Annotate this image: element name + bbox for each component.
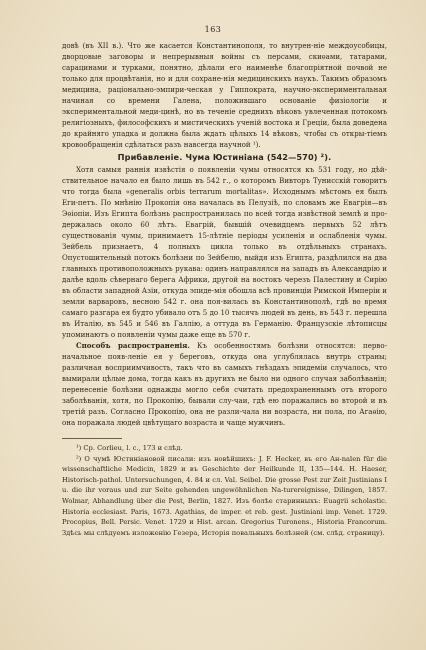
- paragraph-plague-history: Хотя самыя раннія извѣстія о появленіи чумы относятся къ 531 году, но дѣй-ствительное начало ея было лишь въ 542 г., о которомъ Вивторъ Тунисскій говоритъ что тогда была «generalis orbis terrarum mortalitas». Исходнымъ мѣстомъ ея былъ Еги-петъ. По мнѣнію Прокопія она началась въ Пелузіѣ, по словамъ же Евагрія—въ Эѳіопіи. Изъ Египта болѣзнь распространилась по всей тогда извѣстной землѣ и про-держалась около 60 лѣтъ. Евагрій, бывшій очевидцемъ первыхъ 52 лѣтъ существованія чумы, принимаетъ 15-лѣтніе періоды усиленія и ослабленія чумы. Зейбель признаетъ, 4 полныхъ цикла только въ отдѣльныхъ странахъ. Опустошительный потокъ болѣзни по Зейбелю, выйдя изъ Египта, раздѣлился на два главныхъ противоположныхъ рукава: одинъ направлялся на западъ въ Александрію и далѣе вдоль сѣвернаго берега Африки, другой на востокъ черезъ Палестину и Сирію въ области западной Азіи, откуда эпиде-мія обошла всѣ провинціи Римской Имперіи и земли варваровъ, весною 542 г. она поя-вилась въ Константинополѣ, гдѣ во время самаго разгара ея будто убивало отъ 5 до 10 тысячъ людей въ день, въ 543 г. перешла въ Италію, въ 545 и 546 въ Галлію, а оттуда въ Германію. Французскіе лѣтописцы упоминаютъ о появленіи чумы даже еще въ 570 г.: [62, 165, 388, 339]
- paragraph-intro: довѣ (въ XII в.). Что же касается Константинополя, то внутрен-ніе междоусобицы, дворцовые заговоры и непрерывныя войны съ персами, скиѳами, татарами, сарацинами и турками, понятно, дѣлали его наименѣе благопріятной почвой не только для процвѣтанія, но и для сохране-нія медицинскихъ наукъ. Такимъ образомъ медицина, раціонально-эмпири-ческая у Гиппократа, научно-экспериментальная начиная со времени Галена, положившаго основаніе физіологіи и экспериментальной меди-цинѣ, но въ теченіе среднихъ вѣковъ увлеченная потокомъ религіозныхъ, философскихъ и мистическихъ ученій востока и Греціи, была доведена до крайняго упадка и должна была ждать цѣлыхъ 14 вѣковъ, чтобы съ откры-тіемъ кровообращенія сдѣлаться разъ навсегда научной ¹).: [62, 41, 387, 149]
- footnote-2: ²) О чумѣ Юстиніановой писали: изъ новѣйшихъ: J. F. Hecker, въ его Ан-nalen für die wissenschaftliche Medicin, 1829 и въ Geschichte der Heilkunde II, 135—144. H. Haeser, Historisch-pathol. Untersuchungen, 4. 84 и сл. Val. Seibel. Die grosse Pest zur Zeit Justinians I u. die ihr voraus und zur Seite gehenden ungewöhnlichen Na-turereignisse, Dilingen, 1857. Wolmar, Abhandlung über die Pest, Berlin, 1827. Изъ болѣе старинныхъ: Euagrii scholastic. Historia ecclesiast. Paris, 1673. Agathias, de imper. et reb. gest. Justiniani imp. Venet. 1729. Procopius, Bell. Persic. Venet. 1729 и Hist. arcan. Gregorius Turonens., Historia Francorum. Здѣсь мы слѣдуемъ изложенію Гезера, Исторія повальныхъ болѣзней (см. слѣд. страницу).: [62, 454, 387, 537]
- spread-text: Къ особенностямъ болѣзни относятся: перво-начальное появ-леніе ея у береговъ, откуда она углублялась внутрь страны; различная восприимчивость, такъ что въ самыхъ гнѣздахъ эпидеміи случалось, что вымирали цѣлые дома, тогда какъ въ другихъ не было ни одного случая заболѣванія; перенесеніе болѣзни однажды могло себя считать предохраненнымъ отъ второго заболѣванія, хотя, по Прокопію, бывали слу-чаи, гдѣ ею поражались во второй и въ третій разъ. Согласно Прокопію, она не разли-чала ни возраста, ни пола, по Агаѳію, она поражала людей цвѣтущаго возраста и чаще мужчинъ.: [62, 341, 387, 427]
- page-number: 163: [204, 25, 222, 34]
- section-heading: Прибавленіе. Чума Юстиніана (542—570) ²).: [117, 152, 332, 162]
- page-body: [62, 40, 387, 538]
- spread-lead: Способъ распространенія.: [76, 341, 190, 350]
- footnote-1: ¹) Ср. Corlieu, l. c., 173 и слѣд.: [76, 444, 183, 452]
- footnotes: [62, 443, 387, 538]
- footnote-separator: [62, 438, 122, 439]
- paragraph-spread: [62, 340, 387, 428]
